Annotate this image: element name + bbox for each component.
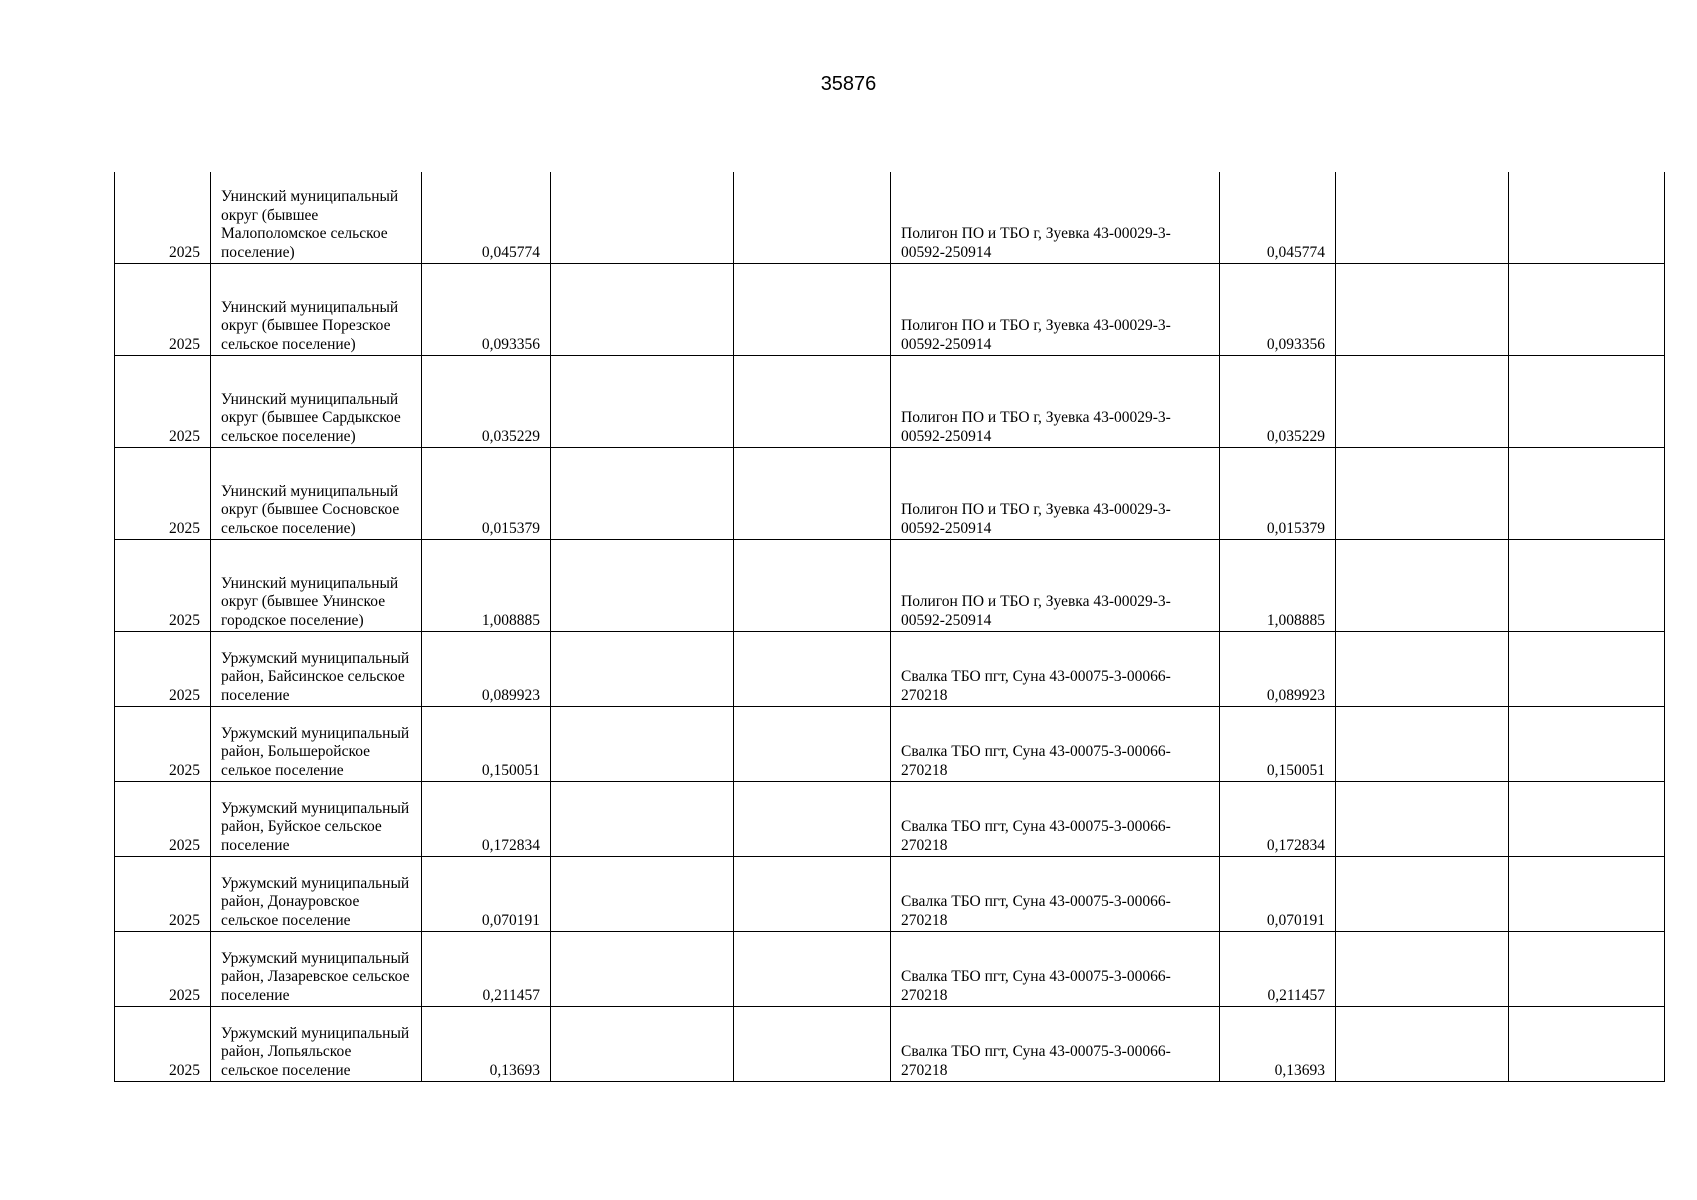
table-row <box>115 857 1665 932</box>
year-cell: 2025 <box>115 932 211 1007</box>
value2-cell: 0,13693 <box>1220 1007 1336 1082</box>
empty-cell <box>734 782 891 857</box>
empty-cell <box>734 857 891 932</box>
empty-cell <box>1509 448 1665 540</box>
municipality-cell: Уржумский муниципальный район, Лазаревское сельское поселение <box>211 932 422 1007</box>
empty-cell <box>734 707 891 782</box>
value2-cell: 0,093356 <box>1220 264 1336 356</box>
table-row <box>115 356 1665 448</box>
empty-cell <box>734 448 891 540</box>
year-cell: 2025 <box>115 264 211 356</box>
empty-cell <box>1336 264 1509 356</box>
year-cell: 2025 <box>115 707 211 782</box>
table-row <box>115 782 1665 857</box>
empty-cell <box>1509 172 1665 264</box>
table-body <box>115 172 1665 1082</box>
value2-cell: 0,045774 <box>1220 172 1336 264</box>
empty-cell <box>1509 782 1665 857</box>
empty-cell <box>734 264 891 356</box>
empty-cell <box>734 540 891 632</box>
empty-cell <box>1336 782 1509 857</box>
value-cell: 0,070191 <box>422 857 551 932</box>
value2-cell: 0,150051 <box>1220 707 1336 782</box>
value2-cell: 1,008885 <box>1220 540 1336 632</box>
empty-cell <box>551 172 734 264</box>
page-number: 35876 <box>820 73 877 95</box>
facility-cell: Полигон ПО и ТБО г, Зуевка 43-00029-3-00592-250914 <box>891 540 1220 632</box>
value-cell: 0,13693 <box>422 1007 551 1082</box>
empty-cell <box>551 356 734 448</box>
value2-cell: 0,211457 <box>1220 932 1336 1007</box>
value-cell: 0,045774 <box>422 172 551 264</box>
table-row <box>115 707 1665 782</box>
empty-cell <box>1336 932 1509 1007</box>
value-cell: 0,172834 <box>422 782 551 857</box>
municipality-cell: Унинский муниципальный округ (бывшее Унинское городское поселение) <box>211 540 422 632</box>
empty-cell <box>1336 540 1509 632</box>
value-cell: 0,015379 <box>422 448 551 540</box>
value-cell: 0,089923 <box>422 632 551 707</box>
facility-cell: Свалка ТБО пгт, Суна 43-00075-3-00066-270218 <box>891 1007 1220 1082</box>
empty-cell <box>734 932 891 1007</box>
empty-cell <box>1336 632 1509 707</box>
municipality-cell: Уржумский муниципальный район, Байсинское сельское поселение <box>211 632 422 707</box>
municipality-cell: Унинский муниципальный округ (бывшее Сосновское сельское поселение) <box>211 448 422 540</box>
empty-cell <box>551 1007 734 1082</box>
municipality-cell: Унинский муниципальный округ (бывшее Малополомское сельское поселение) <box>211 172 422 264</box>
value-cell: 0,211457 <box>422 932 551 1007</box>
municipality-cell: Унинский муниципальный округ (бывшее Порезское сельское поселение) <box>211 264 422 356</box>
empty-cell <box>1509 356 1665 448</box>
table-row <box>115 448 1665 540</box>
facility-cell: Полигон ПО и ТБО г, Зуевка 43-00029-3-00592-250914 <box>891 172 1220 264</box>
facility-cell: Полигон ПО и ТБО г, Зуевка 43-00029-3-00592-250914 <box>891 448 1220 540</box>
year-cell: 2025 <box>115 632 211 707</box>
table-row <box>115 632 1665 707</box>
empty-cell <box>1336 1007 1509 1082</box>
year-cell: 2025 <box>115 540 211 632</box>
empty-cell <box>734 632 891 707</box>
empty-cell <box>1509 264 1665 356</box>
municipality-cell: Уржумский муниципальный район, Буйское сельское поселение <box>211 782 422 857</box>
facility-cell: Свалка ТБО пгт, Суна 43-00075-3-00066-270218 <box>891 707 1220 782</box>
empty-cell <box>1336 707 1509 782</box>
year-cell: 2025 <box>115 172 211 264</box>
municipality-cell: Унинский муниципальный округ (бывшее Сардыкское сельское поселение) <box>211 356 422 448</box>
empty-cell <box>551 707 734 782</box>
value-cell: 1,008885 <box>422 540 551 632</box>
table-row <box>115 1007 1665 1082</box>
empty-cell <box>551 857 734 932</box>
table-row <box>115 540 1665 632</box>
facility-cell: Свалка ТБО пгт, Суна 43-00075-3-00066-270218 <box>891 857 1220 932</box>
empty-cell <box>734 1007 891 1082</box>
municipality-cell: Уржумский муниципальный район, Большеройское селькое поселение <box>211 707 422 782</box>
value-cell: 0,035229 <box>422 356 551 448</box>
empty-cell <box>1509 1007 1665 1082</box>
empty-cell <box>1509 932 1665 1007</box>
empty-cell <box>1336 857 1509 932</box>
year-cell: 2025 <box>115 1007 211 1082</box>
value2-cell: 0,035229 <box>1220 356 1336 448</box>
table-row <box>115 932 1665 1007</box>
empty-cell <box>1336 356 1509 448</box>
table-row <box>115 172 1665 264</box>
value2-cell: 0,172834 <box>1220 782 1336 857</box>
value2-cell: 0,070191 <box>1220 857 1336 932</box>
empty-cell <box>1509 540 1665 632</box>
empty-cell <box>734 172 891 264</box>
value-cell: 0,150051 <box>422 707 551 782</box>
data-table <box>114 172 1665 1082</box>
municipality-cell: Уржумский муниципальный район, Донауровское сельское поселение <box>211 857 422 932</box>
value2-cell: 0,089923 <box>1220 632 1336 707</box>
empty-cell <box>1336 448 1509 540</box>
empty-cell <box>551 448 734 540</box>
year-cell: 2025 <box>115 782 211 857</box>
empty-cell <box>551 632 734 707</box>
year-cell: 2025 <box>115 857 211 932</box>
municipality-cell: Уржумский муниципальный район, Лопьяльское сельское поселение <box>211 1007 422 1082</box>
empty-cell <box>551 540 734 632</box>
empty-cell <box>551 932 734 1007</box>
facility-cell: Полигон ПО и ТБО г, Зуевка 43-00029-3-00592-250914 <box>891 264 1220 356</box>
table-row <box>115 264 1665 356</box>
empty-cell <box>551 782 734 857</box>
facility-cell: Свалка ТБО пгт, Суна 43-00075-3-00066-270218 <box>891 632 1220 707</box>
year-cell: 2025 <box>115 448 211 540</box>
value2-cell: 0,015379 <box>1220 448 1336 540</box>
empty-cell <box>551 264 734 356</box>
empty-cell <box>1336 172 1509 264</box>
empty-cell <box>734 356 891 448</box>
empty-cell <box>1509 707 1665 782</box>
empty-cell <box>1509 857 1665 932</box>
facility-cell: Свалка ТБО пгт, Суна 43-00075-3-00066-270218 <box>891 932 1220 1007</box>
value-cell: 0,093356 <box>422 264 551 356</box>
facility-cell: Полигон ПО и ТБО г, Зуевка 43-00029-3-00592-250914 <box>891 356 1220 448</box>
empty-cell <box>1509 632 1665 707</box>
year-cell: 2025 <box>115 356 211 448</box>
facility-cell: Свалка ТБО пгт, Суна 43-00075-3-00066-270218 <box>891 782 1220 857</box>
